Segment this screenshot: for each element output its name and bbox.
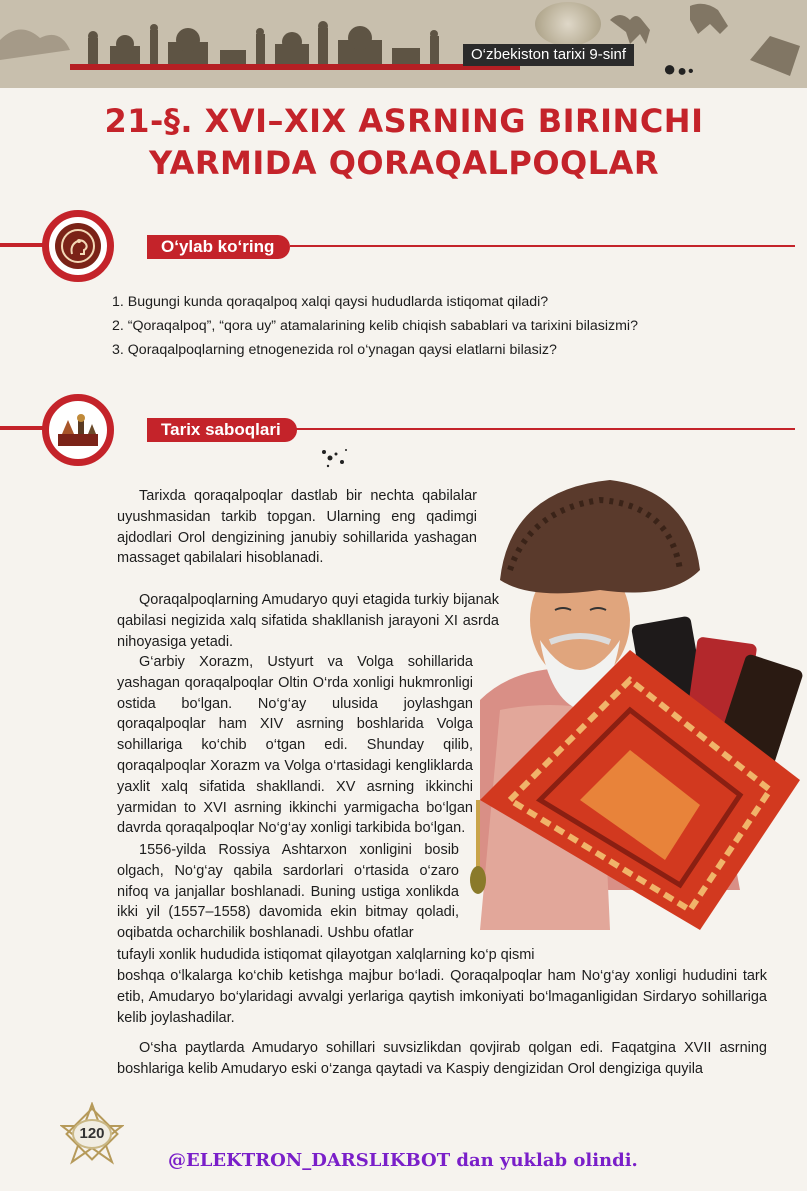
chapter-title-line1: 21-§. XVI–XIX ASRNING BIRINCHI — [104, 102, 704, 140]
chapter-title — [0, 100, 807, 184]
history-badge — [42, 394, 114, 466]
paragraph-text: O‘sha paytlarda Amudaryo sohillari suvsizlikdan qovjirab qolgan edi. Faqatgina XVII asrning boshlariga kelib Amudaryo eski o‘zanga qaytadi va Kaspiy dengizidan Orol dengiziga quyila — [117, 1040, 767, 1077]
download-watermark — [168, 1150, 638, 1171]
decorative-ink-icon — [316, 442, 356, 474]
paragraph-text: Qoraqalpoqlarning Amudaryo quyi etagida turkiy bijanak qabilasi negizida xalq sifatida shakllanish jarayoni XI asrda nihoyasiga yetadi. — [117, 592, 499, 650]
decorative-dots-icon: ●●• — [663, 56, 695, 81]
page-number-badge — [60, 1102, 124, 1166]
page-header — [0, 0, 807, 88]
paragraph-text: boshqa o‘lkalarga ko‘chib ketishga majbur bo‘ladi. Qoraqalpoqlar ham No‘g‘ay xonligi hududini tark etib, Amudaryo bo‘ylaridagi avvalgi yerlariga qaytish imkoniyati bo‘lmaganligidan Sirdaryo sohillariga kelib joylashadilar. — [117, 968, 767, 1026]
think-section-line — [290, 245, 795, 247]
paragraph-text: Tarixda qoraqalpoqlar dastlab bir nechta qabilalar uyushmasidan tarkib topgan. Ularning eng qadimgi ajdodlari Orol dengizining janubiy sohillarida yashagan massaget qabilalari hisoblanadi. — [117, 488, 477, 567]
paragraph-4-continued — [117, 966, 767, 1028]
karakalpak-elder-illustration — [440, 470, 807, 940]
question-list — [112, 290, 772, 362]
think-section-label: O‘ylab ko‘ring — [147, 235, 290, 259]
historical-scene-icon — [56, 410, 100, 450]
paragraph-text: tufayli xonlik hududida istiqomat qilayotgan xalqlarning ko‘p qismi — [117, 947, 535, 963]
think-badge — [42, 210, 114, 282]
paragraph-2 — [117, 590, 499, 652]
subject-label: O‘zbekiston tarixi 9-sinf — [463, 44, 634, 66]
paragraph-1 — [117, 486, 477, 569]
question-item: 1. Bugungi kunda qoraqalpoq xalqi qaysi hududlarda istiqomat qiladi? — [112, 294, 549, 310]
thinking-head-icon — [60, 228, 96, 264]
paragraph-4 — [117, 840, 459, 944]
paragraph-4-line — [117, 945, 577, 966]
watermark-text: dan yuklab olindi. — [450, 1150, 638, 1171]
page-number: 120 — [72, 1119, 112, 1149]
chapter-title-line2: YARMIDA QORAQALPOQLAR — [148, 144, 660, 182]
watermark-bot-link[interactable]: @ELEKTRON_DARSLIKBOT — [168, 1150, 451, 1171]
coin-decoration — [535, 2, 601, 46]
paragraph-text: G‘arbiy Xorazm, Ustyurt va Volga sohillarida yashagan qoraqalpoqlar Oltin O‘rda xonligi hukmronligi ostida bo‘lgan. No‘g‘ay ulusida joylashgan qoraqalpoqlar ham XIV asrning boshlarida Volga sohillariga ko‘chib o‘tgan edi. Shunday qilib, qoraqalpoqlar Xorazm va Volga o‘rtasidagi kengliklarda yaxlit xalq sifatida shakllandi. XV asrning ikkinchi yarmidan to XVI asrning ikkinchi yarmigacha bo‘lgan davrda qoraqalpoqlar No‘g‘ay xonligi tarkibida bo‘lgan. — [117, 654, 473, 837]
paragraph-3 — [117, 652, 473, 839]
question-item: 3. Qoraqalpoqlarning etnogenezida rol o‘ynagan qaysi elatlarni bilasiz? — [112, 342, 557, 358]
question-item: 2. “Qoraqalpoq”, “qora uy” atamalarining kelib chiqish sabablari va tarixini bilasizmi? — [112, 318, 638, 334]
history-section-label: Tarix saboqlari — [147, 418, 297, 442]
paragraph-5 — [117, 1038, 767, 1080]
paragraph-text: 1556-yilda Rossiya Ashtarxon xonligini bosib olgach, No‘g‘ay qabila sardorlari o‘rtasida o‘zaro nifoq va janjallar boshlanadi. Buning ustiga xonlikda ikki yil (1557–1558) davomida ekin bitmay qoladi, oqibatda ocharchilik boshlanadi. Ushbu ofatlar — [117, 842, 459, 942]
history-section-line — [290, 428, 795, 430]
